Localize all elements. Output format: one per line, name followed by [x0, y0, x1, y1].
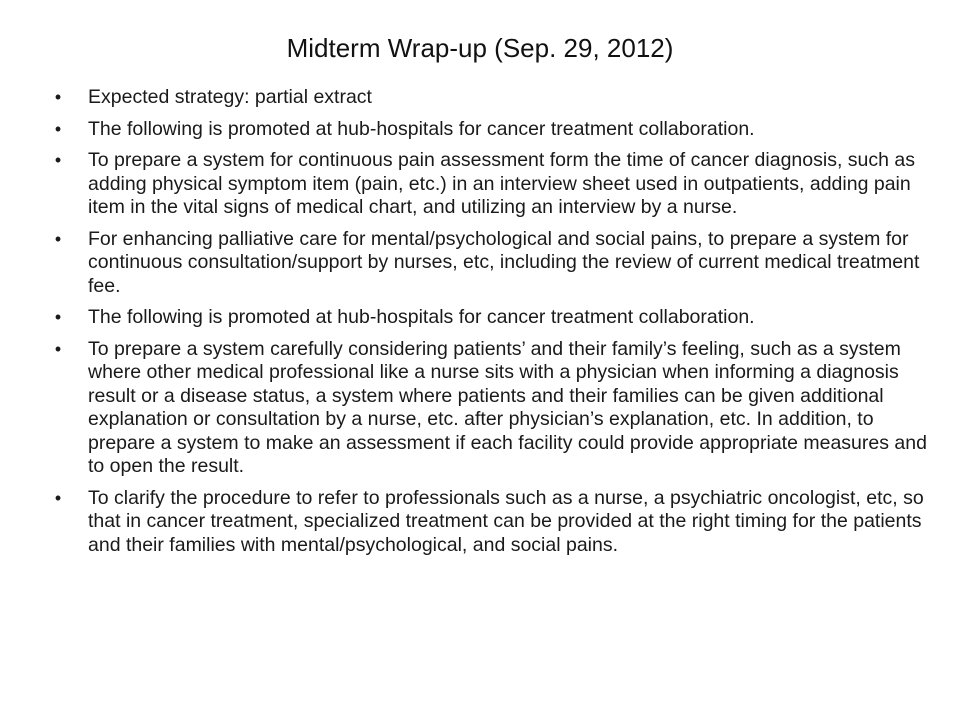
bullet-list — [48, 86, 928, 557]
bullet-dot-icon: • — [54, 118, 62, 139]
bullet-dot-icon: • — [54, 307, 62, 327]
bullet-text: The following is promoted at hub-hospitals for cancer treatment collaboration. — [88, 306, 755, 328]
bullet-item — [48, 306, 928, 330]
bullet-item — [48, 149, 928, 220]
bullet-item — [48, 86, 928, 110]
bullet-text: Expected strategy: partial extract — [88, 86, 372, 108]
bullet-text: For enhancing palliative care for mental/psychological and social pains, to prepare a system for continuous consultation/support by nurses, etc, including the review of current medical treatment fee. — [88, 227, 920, 297]
slide-title: Midterm Wrap-up (Sep. 29, 2012) — [286, 33, 674, 63]
bullet-dot-icon: • — [54, 338, 62, 359]
bullet-dot-icon: • — [54, 228, 62, 249]
bullet-item — [48, 118, 928, 142]
bullet-text: To clarify the procedure to refer to professionals such as a nurse, a psychiatric oncologist, etc, so that in cancer treatment, specialized treatment can be provided at the right timing for the patients and their families with mental/psychological, and social pains. — [88, 486, 924, 556]
bullet-text: To prepare a system for continuous pain assessment form the time of cancer diagnosis, such as adding physical symptom item (pain, etc.) in an interview sheet used in outpatients, adding pain item in the vital signs of medical chart, and utilizing an interview by a nurse. — [88, 149, 915, 218]
bullet-dot-icon: • — [54, 487, 62, 508]
bullet-item — [48, 487, 928, 558]
bullet-dot-icon: • — [54, 150, 62, 170]
bullet-item — [48, 338, 928, 479]
bullet-dot-icon: • — [54, 87, 62, 107]
bullet-item — [48, 228, 928, 299]
bullet-text: The following is promoted at hub-hospitals for cancer treatment collaboration. — [88, 117, 755, 140]
bullet-text: To prepare a system carefully considering patients’ and their family’s feeling, such as a system where other medical professional like a nurse sits with a physician when informing a diagnosis result or a disease status, a system where patients and their families can be given additional explanation or consultation by a nurse, etc. after physician’s explanation, etc. In addition, to prepare a system to make an assessment if each facility could provide appropriate measures and to open the result. — [88, 337, 927, 477]
